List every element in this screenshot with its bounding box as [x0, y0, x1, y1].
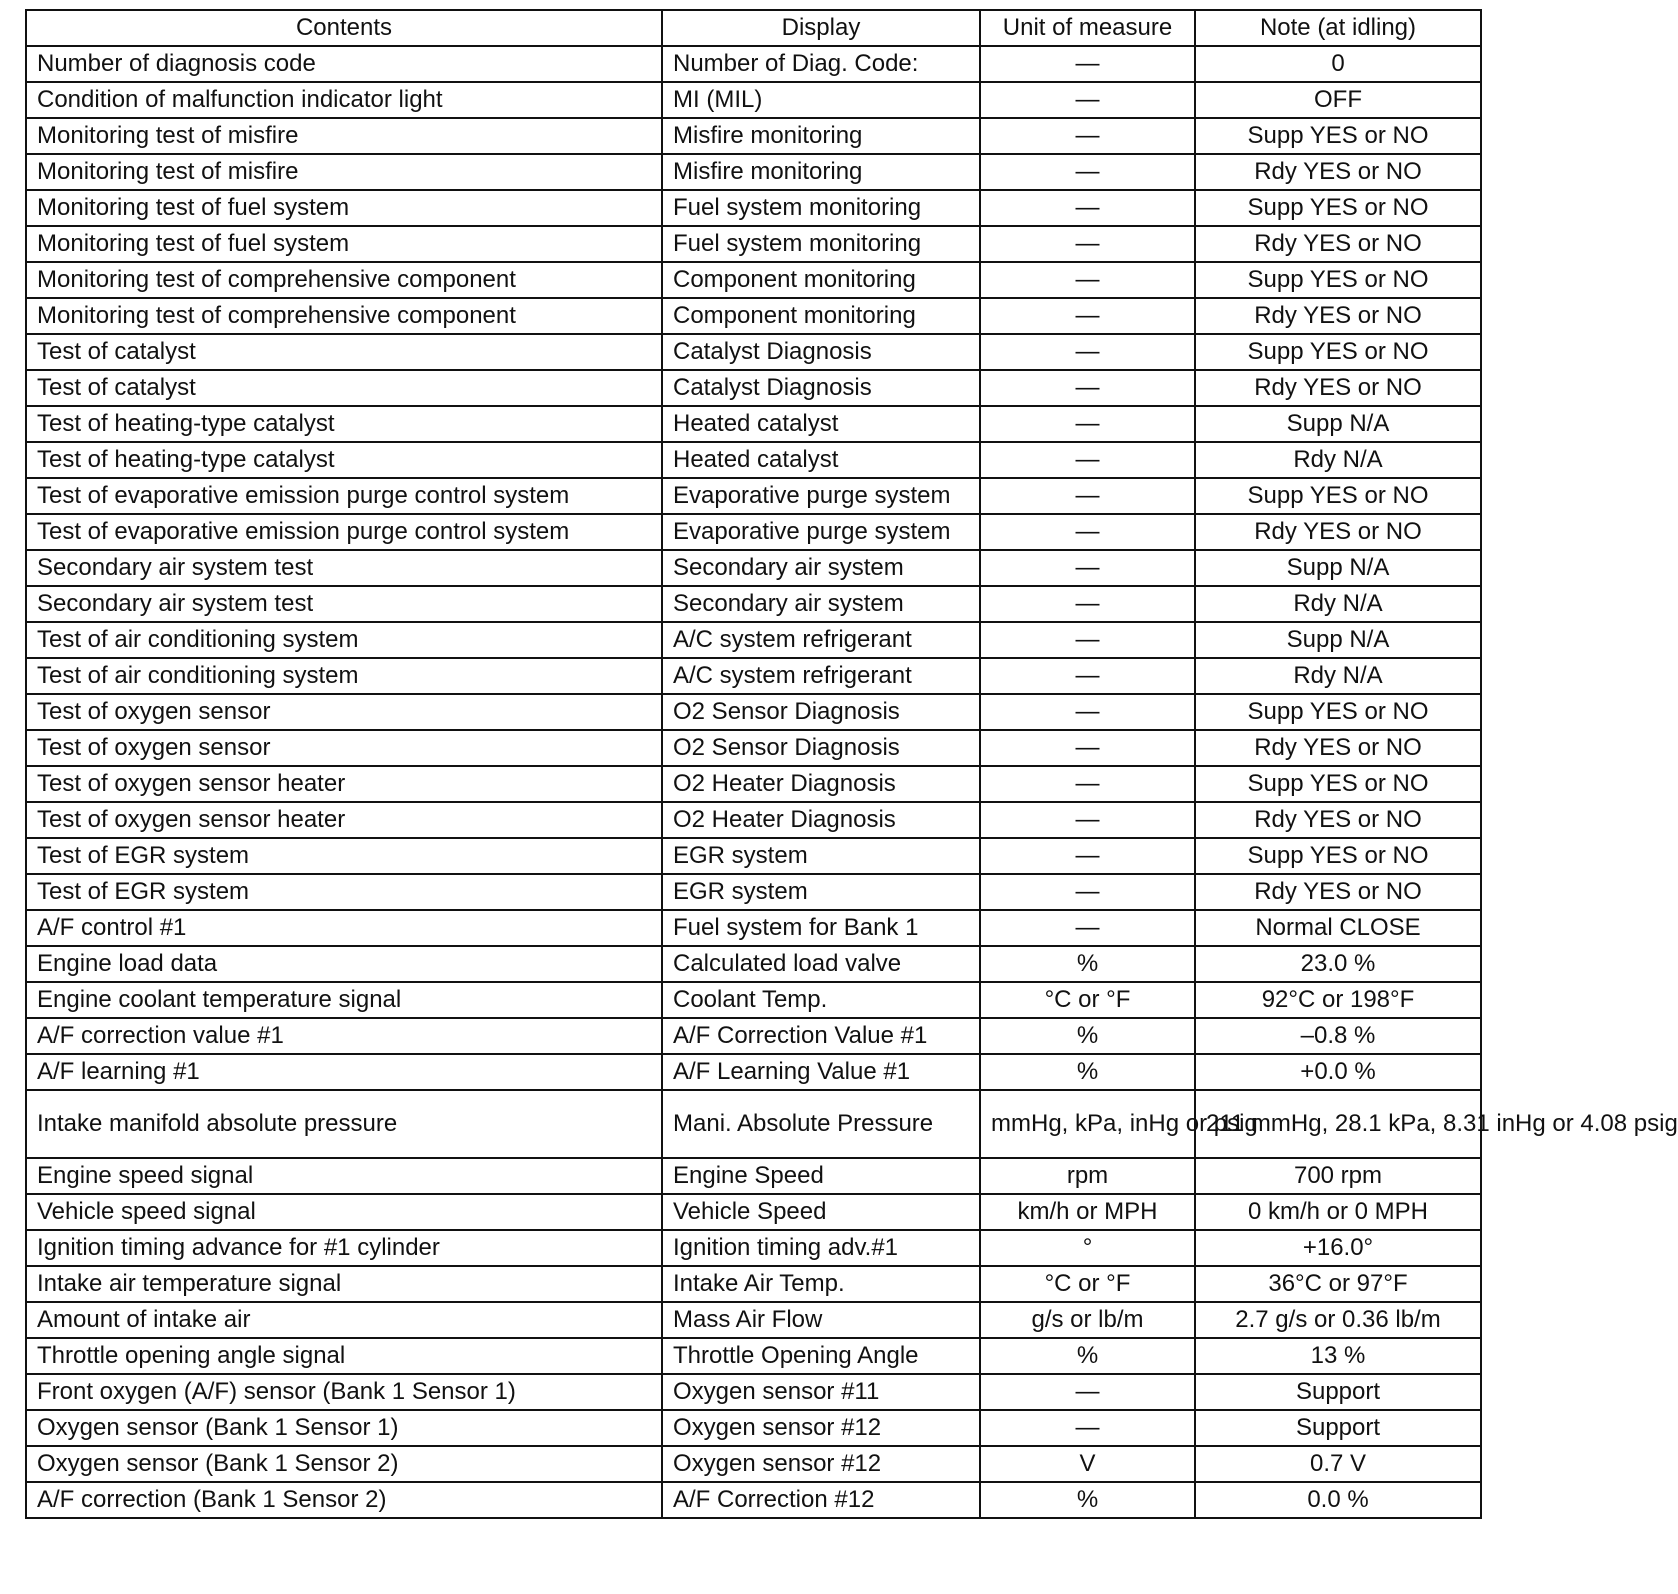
- cell-note: Supp YES or NO: [1195, 262, 1481, 298]
- cell-note: Rdy YES or NO: [1195, 154, 1481, 190]
- cell-display: Catalyst Diagnosis: [662, 370, 980, 406]
- cell-unit: mmHg, kPa, inHg or psig: [980, 1090, 1195, 1158]
- table-row: [26, 1482, 1481, 1518]
- cell-display: Misfire monitoring: [662, 154, 980, 190]
- cell-note: Supp YES or NO: [1195, 766, 1481, 802]
- cell-contents: Oxygen sensor (Bank 1 Sensor 1): [26, 1410, 662, 1446]
- cell-contents: Front oxygen (A/F) sensor (Bank 1 Sensor 1): [26, 1374, 662, 1410]
- cell-display: Secondary air system: [662, 586, 980, 622]
- cell-note: Rdy N/A: [1195, 586, 1481, 622]
- cell-note: OFF: [1195, 82, 1481, 118]
- cell-unit: —: [980, 154, 1195, 190]
- cell-display: Mass Air Flow: [662, 1302, 980, 1338]
- cell-contents: Ignition timing advance for #1 cylinder: [26, 1230, 662, 1266]
- cell-unit: %: [980, 1338, 1195, 1374]
- cell-note: Rdy YES or NO: [1195, 874, 1481, 910]
- cell-contents: Number of diagnosis code: [26, 46, 662, 82]
- table-row: [26, 622, 1481, 658]
- table-row: [26, 910, 1481, 946]
- cell-contents: Monitoring test of fuel system: [26, 190, 662, 226]
- monitor-data-table: [25, 9, 1678, 1519]
- header-contents: Contents: [26, 10, 662, 46]
- cell-unit: —: [980, 226, 1195, 262]
- cell-contents: Test of oxygen sensor heater: [26, 802, 662, 838]
- cell-contents: Test of heating-type catalyst: [26, 406, 662, 442]
- cell-unit: —: [980, 802, 1195, 838]
- table-row: [26, 1266, 1481, 1302]
- cell-note: Supp N/A: [1195, 406, 1481, 442]
- cell-note: +16.0°: [1195, 1230, 1481, 1266]
- table-row: [26, 1410, 1481, 1446]
- table-head: [26, 10, 1481, 46]
- cell-display: Ignition timing adv.#1: [662, 1230, 980, 1266]
- table-row: [26, 370, 1481, 406]
- cell-contents: Amount of intake air: [26, 1302, 662, 1338]
- cell-note: 0.0 %: [1195, 1482, 1481, 1518]
- cell-note: Support: [1195, 1374, 1481, 1410]
- cell-contents: Intake air temperature signal: [26, 1266, 662, 1302]
- cell-unit: —: [980, 262, 1195, 298]
- cell-note: Supp YES or NO: [1195, 478, 1481, 514]
- cell-contents: Monitoring test of comprehensive component: [26, 262, 662, 298]
- cell-note: Support: [1195, 1410, 1481, 1446]
- cell-display: Heated catalyst: [662, 442, 980, 478]
- cell-display: Calculated load valve: [662, 946, 980, 982]
- cell-unit: —: [980, 694, 1195, 730]
- cell-contents: A/F control #1: [26, 910, 662, 946]
- table-row: [26, 838, 1481, 874]
- cell-unit: —: [980, 82, 1195, 118]
- cell-unit: °C or °F: [980, 1266, 1195, 1302]
- cell-display: Secondary air system: [662, 550, 980, 586]
- table-row: [26, 1194, 1481, 1230]
- table-row: [26, 118, 1481, 154]
- cell-contents: Test of evaporative emission purge control system: [26, 514, 662, 550]
- cell-note: Rdy YES or NO: [1195, 298, 1481, 334]
- cell-note: 0: [1195, 46, 1481, 82]
- cell-display: Component monitoring: [662, 262, 980, 298]
- cell-display: EGR system: [662, 838, 980, 874]
- cell-contents: Test of evaporative emission purge control system: [26, 478, 662, 514]
- table-row: [26, 262, 1481, 298]
- table-row: [26, 1158, 1481, 1194]
- cell-unit: °: [980, 1230, 1195, 1266]
- cell-display: Misfire monitoring: [662, 118, 980, 154]
- cell-unit: —: [980, 730, 1195, 766]
- header-note: Note (at idling): [1195, 10, 1481, 46]
- table-row: [26, 1018, 1481, 1054]
- cell-note: Supp N/A: [1195, 622, 1481, 658]
- table-row: [26, 1054, 1481, 1090]
- cell-display: Fuel system for Bank 1: [662, 910, 980, 946]
- cell-unit: —: [980, 46, 1195, 82]
- cell-note: Normal CLOSE: [1195, 910, 1481, 946]
- cell-contents: Test of catalyst: [26, 334, 662, 370]
- cell-display: Fuel system monitoring: [662, 226, 980, 262]
- cell-display: Intake Air Temp.: [662, 1266, 980, 1302]
- table-row: [26, 298, 1481, 334]
- cell-note: 2.7 g/s or 0.36 lb/m: [1195, 1302, 1481, 1338]
- table-row: [26, 946, 1481, 982]
- cell-unit: —: [980, 586, 1195, 622]
- cell-note: Supp YES or NO: [1195, 118, 1481, 154]
- cell-display: Evaporative purge system: [662, 478, 980, 514]
- cell-display: Heated catalyst: [662, 406, 980, 442]
- cell-unit: %: [980, 946, 1195, 982]
- cell-unit: —: [980, 622, 1195, 658]
- cell-display: Throttle Opening Angle: [662, 1338, 980, 1374]
- cell-contents: Engine load data: [26, 946, 662, 982]
- table-row: [26, 46, 1481, 82]
- table-row: [26, 154, 1481, 190]
- cell-unit: —: [980, 370, 1195, 406]
- cell-unit: —: [980, 514, 1195, 550]
- cell-note: Rdy YES or NO: [1195, 802, 1481, 838]
- cell-note: 92°C or 198°F: [1195, 982, 1481, 1018]
- cell-display: O2 Sensor Diagnosis: [662, 730, 980, 766]
- table-row: [26, 766, 1481, 802]
- cell-display: Mani. Absolute Pressure: [662, 1090, 980, 1158]
- cell-note: 700 rpm: [1195, 1158, 1481, 1194]
- cell-unit: —: [980, 478, 1195, 514]
- cell-note: Rdy N/A: [1195, 442, 1481, 478]
- cell-contents: Engine coolant temperature signal: [26, 982, 662, 1018]
- cell-unit: —: [980, 550, 1195, 586]
- cell-display: Oxygen sensor #12: [662, 1446, 980, 1482]
- table-row: [26, 586, 1481, 622]
- cell-contents: Test of EGR system: [26, 874, 662, 910]
- cell-contents: Test of oxygen sensor: [26, 730, 662, 766]
- cell-note: 36°C or 97°F: [1195, 1266, 1481, 1302]
- table-row: [26, 874, 1481, 910]
- cell-contents: Engine speed signal: [26, 1158, 662, 1194]
- cell-note: Rdy YES or NO: [1195, 730, 1481, 766]
- cell-display: A/C system refrigerant: [662, 622, 980, 658]
- table-row: [26, 226, 1481, 262]
- cell-display: A/C system refrigerant: [662, 658, 980, 694]
- cell-note: –0.8 %: [1195, 1018, 1481, 1054]
- cell-display: Engine Speed: [662, 1158, 980, 1194]
- cell-display: O2 Sensor Diagnosis: [662, 694, 980, 730]
- cell-note: Supp YES or NO: [1195, 694, 1481, 730]
- cell-contents: Monitoring test of comprehensive component: [26, 298, 662, 334]
- table-row: [26, 82, 1481, 118]
- cell-unit: %: [980, 1482, 1195, 1518]
- table-row: [26, 730, 1481, 766]
- table-row: [26, 442, 1481, 478]
- cell-unit: %: [980, 1018, 1195, 1054]
- cell-display: A/F Correction Value #1: [662, 1018, 980, 1054]
- cell-unit: —: [980, 838, 1195, 874]
- cell-contents: Secondary air system test: [26, 550, 662, 586]
- cell-display: Catalyst Diagnosis: [662, 334, 980, 370]
- cell-unit: —: [980, 766, 1195, 802]
- cell-contents: Test of oxygen sensor heater: [26, 766, 662, 802]
- cell-unit: —: [980, 1374, 1195, 1410]
- cell-display: O2 Heater Diagnosis: [662, 766, 980, 802]
- table-row: [26, 334, 1481, 370]
- cell-display: MI (MIL): [662, 82, 980, 118]
- cell-unit: —: [980, 406, 1195, 442]
- cell-display: Oxygen sensor #12: [662, 1410, 980, 1446]
- header-display: Display: [662, 10, 980, 46]
- table-row: [26, 1374, 1481, 1410]
- cell-note: 13 %: [1195, 1338, 1481, 1374]
- cell-contents: A/F correction (Bank 1 Sensor 2): [26, 1482, 662, 1518]
- cell-contents: Secondary air system test: [26, 586, 662, 622]
- cell-contents: Test of air conditioning system: [26, 622, 662, 658]
- cell-display: Component monitoring: [662, 298, 980, 334]
- cell-unit: —: [980, 1410, 1195, 1446]
- cell-note: 0 km/h or 0 MPH: [1195, 1194, 1481, 1230]
- cell-note: Supp YES or NO: [1195, 334, 1481, 370]
- table-row: [26, 982, 1481, 1018]
- cell-note: Rdy N/A: [1195, 658, 1481, 694]
- cell-unit: —: [980, 874, 1195, 910]
- cell-display: Evaporative purge system: [662, 514, 980, 550]
- cell-note: Rdy YES or NO: [1195, 370, 1481, 406]
- cell-contents: Intake manifold absolute pressure: [26, 1090, 662, 1158]
- cell-display: A/F Learning Value #1: [662, 1054, 980, 1090]
- cell-display: Fuel system monitoring: [662, 190, 980, 226]
- cell-unit: °C or °F: [980, 982, 1195, 1018]
- table-row: [26, 1302, 1481, 1338]
- cell-unit: km/h or MPH: [980, 1194, 1195, 1230]
- table-row: [26, 1446, 1481, 1482]
- cell-note: Supp N/A: [1195, 550, 1481, 586]
- cell-contents: Monitoring test of fuel system: [26, 226, 662, 262]
- table-row: [26, 550, 1481, 586]
- cell-note: Supp YES or NO: [1195, 190, 1481, 226]
- cell-note: Supp YES or NO: [1195, 838, 1481, 874]
- cell-unit: —: [980, 118, 1195, 154]
- cell-contents: Monitoring test of misfire: [26, 154, 662, 190]
- cell-contents: Test of heating-type catalyst: [26, 442, 662, 478]
- table-row: [26, 190, 1481, 226]
- cell-display: Vehicle Speed: [662, 1194, 980, 1230]
- table-row: [26, 478, 1481, 514]
- cell-contents: Throttle opening angle signal: [26, 1338, 662, 1374]
- cell-contents: Oxygen sensor (Bank 1 Sensor 2): [26, 1446, 662, 1482]
- cell-note: +0.0 %: [1195, 1054, 1481, 1090]
- cell-display: O2 Heater Diagnosis: [662, 802, 980, 838]
- table-body: [26, 46, 1678, 1518]
- cell-contents: Test of oxygen sensor: [26, 694, 662, 730]
- cell-display: Coolant Temp.: [662, 982, 980, 1018]
- cell-contents: Condition of malfunction indicator light: [26, 82, 662, 118]
- cell-unit: —: [980, 190, 1195, 226]
- header-unit: Unit of measure: [980, 10, 1195, 46]
- cell-note: Rdy YES or NO: [1195, 514, 1481, 550]
- table-row: [26, 802, 1481, 838]
- cell-display: EGR system: [662, 874, 980, 910]
- cell-unit: %: [980, 1054, 1195, 1090]
- cell-note: 0.7 V: [1195, 1446, 1481, 1482]
- cell-unit: —: [980, 298, 1195, 334]
- table-row: [26, 514, 1481, 550]
- cell-unit: V: [980, 1446, 1195, 1482]
- cell-note: Rdy YES or NO: [1195, 226, 1481, 262]
- cell-contents: A/F correction value #1: [26, 1018, 662, 1054]
- cell-contents: Test of EGR system: [26, 838, 662, 874]
- table-row: [26, 1090, 1481, 1158]
- cell-display: Oxygen sensor #11: [662, 1374, 980, 1410]
- cell-contents: Monitoring test of misfire: [26, 118, 662, 154]
- table-row: [26, 1338, 1481, 1374]
- cell-unit: rpm: [980, 1158, 1195, 1194]
- cell-contents: Vehicle speed signal: [26, 1194, 662, 1230]
- table-row: [26, 694, 1481, 730]
- table-row: [26, 658, 1481, 694]
- cell-contents: Test of air conditioning system: [26, 658, 662, 694]
- cell-display: A/F Correction #12: [662, 1482, 980, 1518]
- table-row: [26, 406, 1481, 442]
- cell-display: Number of Diag. Code:: [662, 46, 980, 82]
- cell-unit: —: [980, 442, 1195, 478]
- header-row: [26, 10, 1481, 46]
- cell-note: 211 mmHg, 28.1 kPa, 8.31 inHg or 4.08 psig: [1195, 1090, 1481, 1158]
- cell-unit: —: [980, 658, 1195, 694]
- table-row: [26, 1230, 1481, 1266]
- cell-contents: Test of catalyst: [26, 370, 662, 406]
- cell-unit: —: [980, 334, 1195, 370]
- cell-unit: g/s or lb/m: [980, 1302, 1195, 1338]
- cell-contents: A/F learning #1: [26, 1054, 662, 1090]
- cell-note: 23.0 %: [1195, 946, 1481, 982]
- cell-unit: —: [980, 910, 1195, 946]
